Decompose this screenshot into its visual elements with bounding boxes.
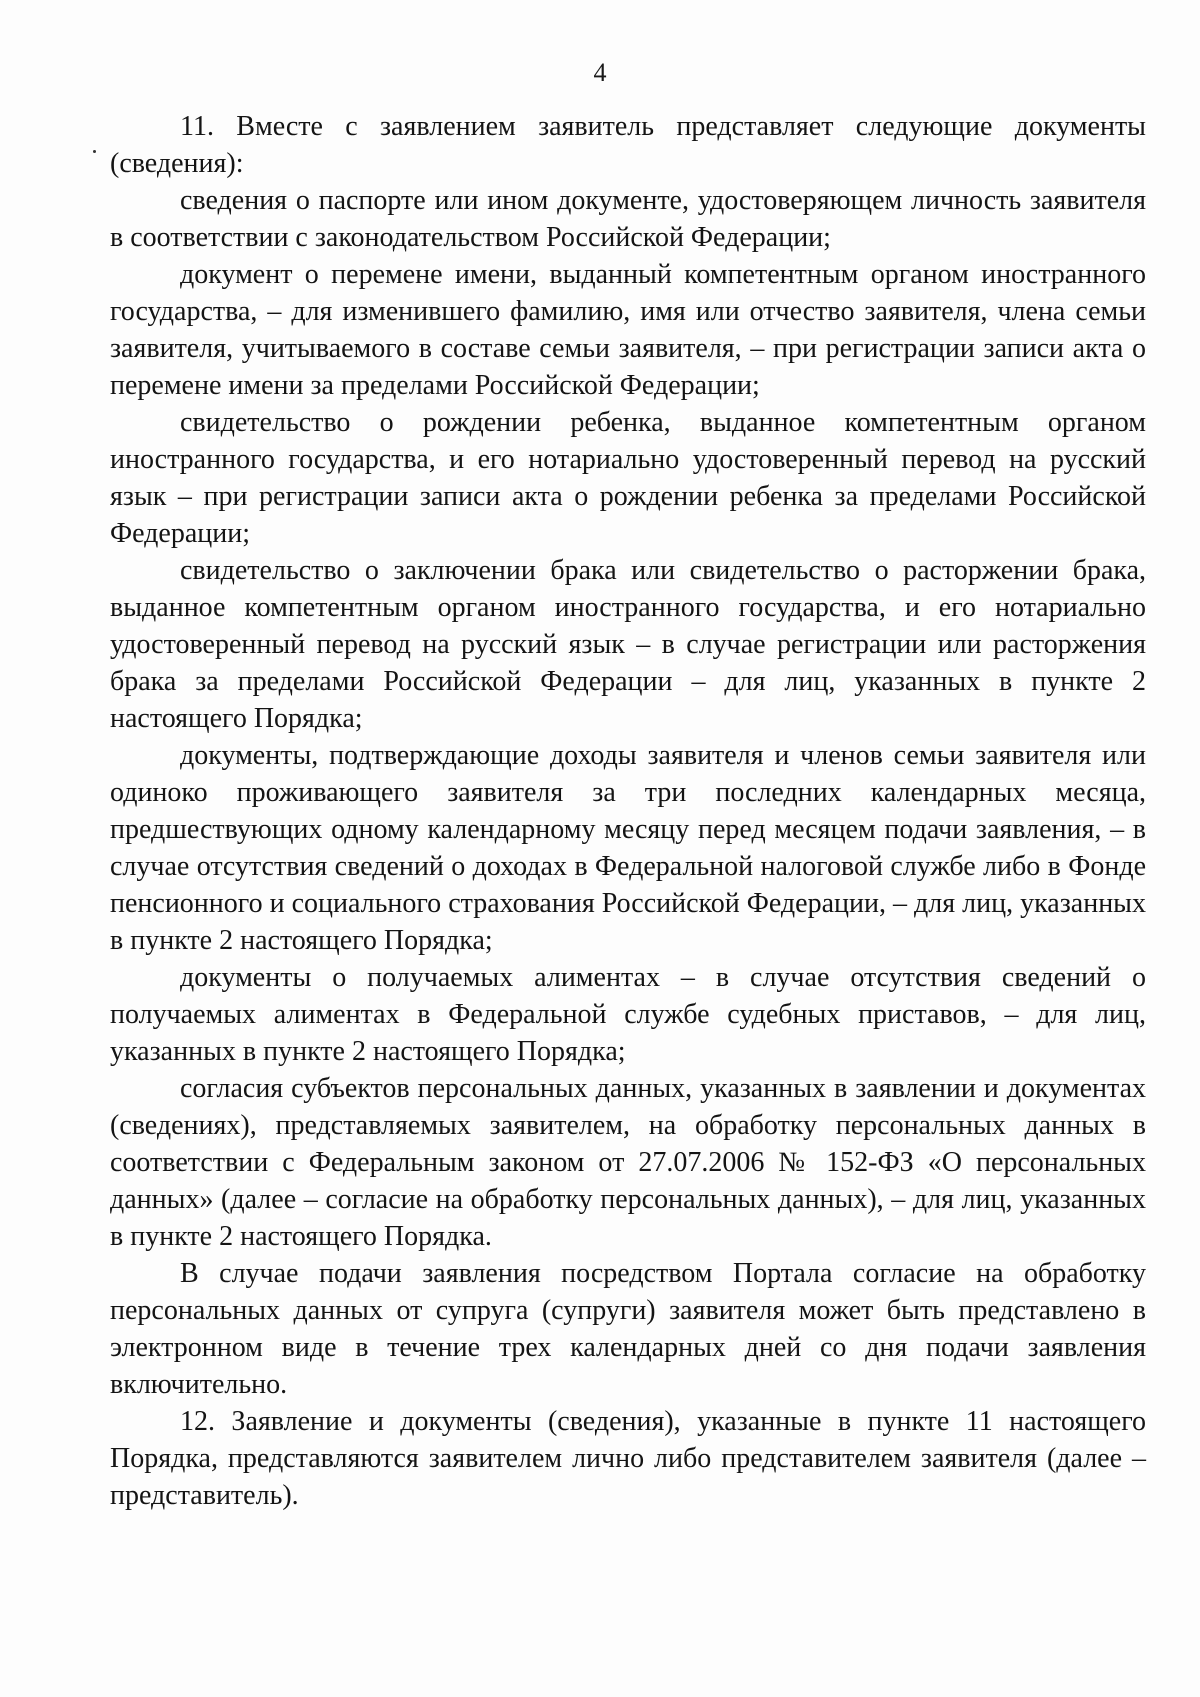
document-body xyxy=(110,108,1146,1514)
scan-speck xyxy=(93,150,96,153)
paragraph-name-change-document: документ о перемене имени, выданный компетентным органом иностранного государства, – для изменившего фамилию, имя или отчество заявителя, члена семьи заявителя, учитываемого в составе семьи заявителя, – при регистрации записи акта о перемене имени за пределами Российской Федерации; xyxy=(110,259,1146,401)
paragraph-marriage-certificate: свидетельство о заключении брака или свидетельство о расторжении брака, выданное компетентным органом иностранного государства, и его нотариально удостоверенный перевод на русский язык – в случае регистрации или расторжения брака за пределами Российской Федерации – для лиц, указанных в пункте 2 настоящего Порядка; xyxy=(110,555,1146,734)
paragraph-personal-data-consent: согласия субъектов персональных данных, указанных в заявлении и документах (сведениях), представляемых заявителем, на обработку персональных данных в соответствии с Федеральным законом от 27.07.2006 № 152-ФЗ «О персональных данных» (далее – согласие на обработку персональных данных), – для лиц, указанных в пункте 2 настоящего Порядка. xyxy=(110,1073,1146,1252)
page-number: 4 xyxy=(593,58,607,87)
paragraph-portal-consent: В случае подачи заявления посредством Портала согласие на обработку персональных данных от супруга (супруги) заявителя может быть представлено в электронном виде в течение трех календарных дней со дня подачи заявления включительно. xyxy=(110,1258,1146,1400)
paragraph-alimony-documents: документы о получаемых алиментах – в случае отсутствия сведений о получаемых алиментах в Федеральной службе судебных приставов, – для лиц, указанных в пункте 2 настоящего Порядка; xyxy=(110,962,1146,1067)
paragraph-income-documents: документы, подтверждающие доходы заявителя и членов семьи заявителя или одиноко проживающего заявителя за три последних календарных месяца, предшествующих одному календарному месяцу перед месяцем подачи заявления, – в случае отсутствия сведений о доходах в Федеральной налоговой службе либо в Фонде пенсионного и социального страхования Российской Федерации, – для лиц, указанных в пункте 2 настоящего Порядка; xyxy=(110,740,1146,956)
paragraph-item-11: 11. Вместе с заявлением заявитель представляет следующие документы (сведения): xyxy=(110,111,1146,179)
paragraph-birth-certificate: свидетельство о рождении ребенка, выданное компетентным органом иностранного государства, и его нотариально удостоверенный перевод на русский язык – при регистрации записи акта о рождении ребенка за пределами Российской Федерации; xyxy=(110,407,1146,549)
paragraph-passport-info: сведения о паспорте или ином документе, удостоверяющем личность заявителя в соответствии с законодательством Российской Федерации; xyxy=(110,185,1146,253)
paragraph-item-12: 12. Заявление и документы (сведения), указанные в пункте 11 настоящего Порядка, представляются заявителем лично либо представителем заявителя (далее – представитель). xyxy=(110,1406,1146,1511)
